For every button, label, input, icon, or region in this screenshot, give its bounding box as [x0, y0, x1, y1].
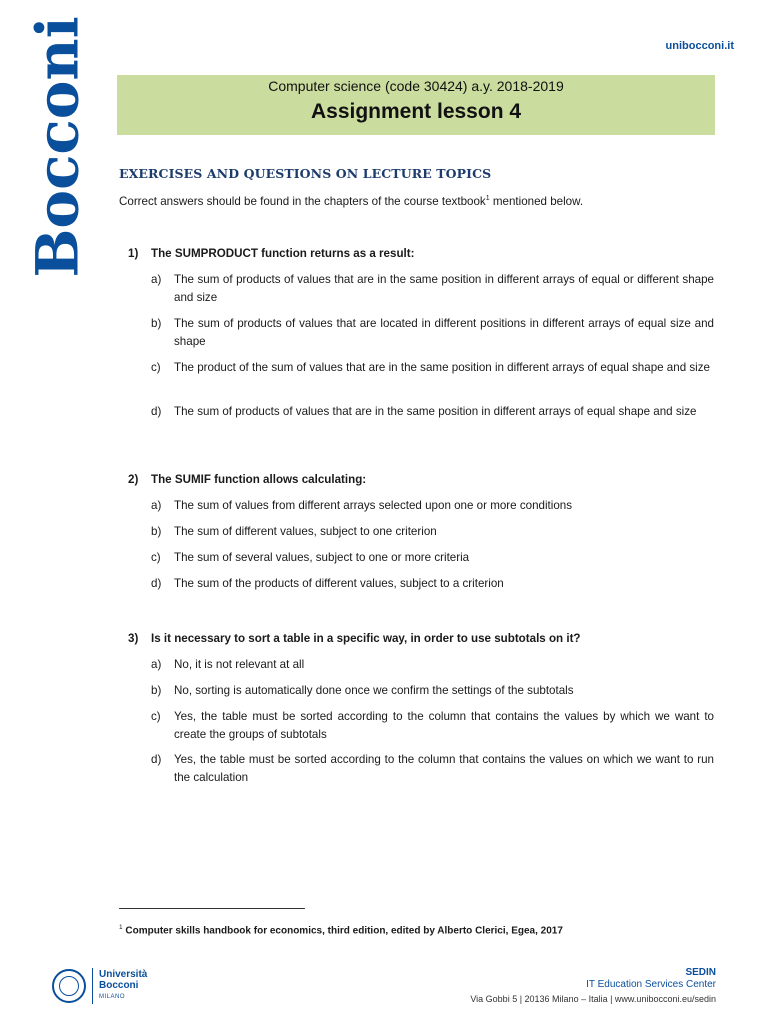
answer-text: The sum of products of values that are in the same position in different arrays of equal or different shape and size — [174, 273, 714, 304]
footnote — [119, 924, 563, 936]
footer-contact — [470, 967, 716, 1004]
logo-text — [99, 969, 147, 1003]
answer-2c — [151, 549, 714, 567]
bocconi-logo-text: Bocconi — [24, 16, 93, 278]
answer-text: The sum of products of values that are in the same position in different arrays of equal shape and size — [174, 405, 697, 418]
answer-letter: b) — [151, 684, 162, 697]
answer-3b — [151, 682, 714, 700]
question-3 — [128, 632, 581, 645]
section-heading: EXERCISES AND QUESTIONS ON LECTURE TOPICS — [119, 166, 492, 181]
answer-letter: b) — [151, 525, 162, 538]
answer-text: No, it is not relevant at all — [174, 658, 305, 671]
answer-1c — [151, 359, 714, 377]
logo-line-3: MILANO — [99, 994, 126, 1000]
answer-text: Yes, the table must be sorted according to the column that contains the values on which we want to run the calculation — [174, 753, 714, 784]
logo-line-1: Università — [99, 969, 148, 980]
answer-text: No, sorting is automatically done once we confirm the settings of the subtotals — [174, 684, 574, 697]
site-url[interactable]: unibocconi.it — [665, 40, 734, 52]
question-text: Is it necessary to sort a table in a specific way, in order to use subtotals on it? — [151, 632, 581, 645]
footnote-divider — [119, 908, 305, 909]
answer-2a — [151, 497, 714, 515]
logo-line-2: Bocconi — [99, 980, 139, 991]
answer-text: The sum of different values, subject to one criterion — [174, 525, 437, 538]
answer-text: The sum of the products of different values, subject to a criterion — [174, 577, 504, 590]
answer-letter: b) — [151, 317, 162, 330]
answer-1b — [151, 315, 714, 351]
answer-text: The sum of products of values that are located in different positions in different arrays of equal size and shape — [174, 317, 714, 348]
answer-letter: d) — [151, 405, 162, 418]
answer-2b — [151, 523, 714, 541]
intro-text: Correct answers should be found in the chapters of the course textbook — [119, 195, 486, 208]
answer-letter: a) — [151, 658, 162, 671]
answer-letter: d) — [151, 753, 162, 766]
question-number: 3) — [128, 632, 139, 645]
answer-1a — [151, 271, 714, 307]
bocconi-vertical-logo — [24, 16, 93, 278]
intro-paragraph — [119, 195, 583, 208]
intro-text-end: mentioned below. — [489, 195, 584, 208]
question-1 — [128, 247, 414, 260]
answer-letter: c) — [151, 551, 161, 564]
footnote-ref: 1 — [485, 195, 490, 203]
assignment-title: Assignment lesson 4 — [310, 100, 522, 123]
question-text: The SUMPRODUCT function returns as a result: — [151, 247, 415, 260]
answer-letter: c) — [151, 361, 161, 374]
course-line: Computer science (code 30424) a.y. 2018-2019 — [268, 78, 564, 94]
answer-3c — [151, 708, 714, 744]
answer-letter: a) — [151, 273, 162, 286]
logo-divider — [92, 968, 93, 1004]
title-box — [117, 75, 715, 135]
footnote-number: 1 — [119, 924, 123, 931]
footer-center: IT Education Services Center — [586, 979, 716, 990]
answer-letter: d) — [151, 577, 162, 590]
university-logo — [52, 968, 147, 1004]
question-number: 2) — [128, 473, 139, 486]
answer-1d — [151, 403, 714, 421]
question-text: The SUMIF function allows calculating: — [151, 473, 367, 486]
footer-address: Via Gobbi 5 | 20136 Milano – Italia | www.unibocconi.eu/sedin — [470, 994, 716, 1004]
question-2 — [128, 473, 366, 486]
university-seal-icon — [52, 969, 86, 1003]
answer-text: Yes, the table must be sorted according to the column that contains the values by which we want to create the groups of subtotals — [174, 710, 714, 741]
answer-letter: c) — [151, 710, 161, 723]
answer-2d — [151, 575, 714, 593]
answer-3d — [151, 751, 714, 787]
footnote-text: Computer skills handbook for economics, third edition, edited by Alberto Clerici, Egea, 2017 — [122, 925, 563, 937]
answer-text: The sum of values from different arrays selected upon one or more conditions — [174, 499, 573, 512]
answer-letter: a) — [151, 499, 162, 512]
answer-text: The sum of several values, subject to one or more criteria — [174, 551, 470, 564]
question-number: 1) — [128, 247, 139, 260]
answer-3a — [151, 656, 714, 674]
footer-sedin: SEDIN — [685, 967, 716, 978]
answer-text: The product of the sum of values that are in the same position in different arrays of equal shape and size — [174, 361, 710, 374]
